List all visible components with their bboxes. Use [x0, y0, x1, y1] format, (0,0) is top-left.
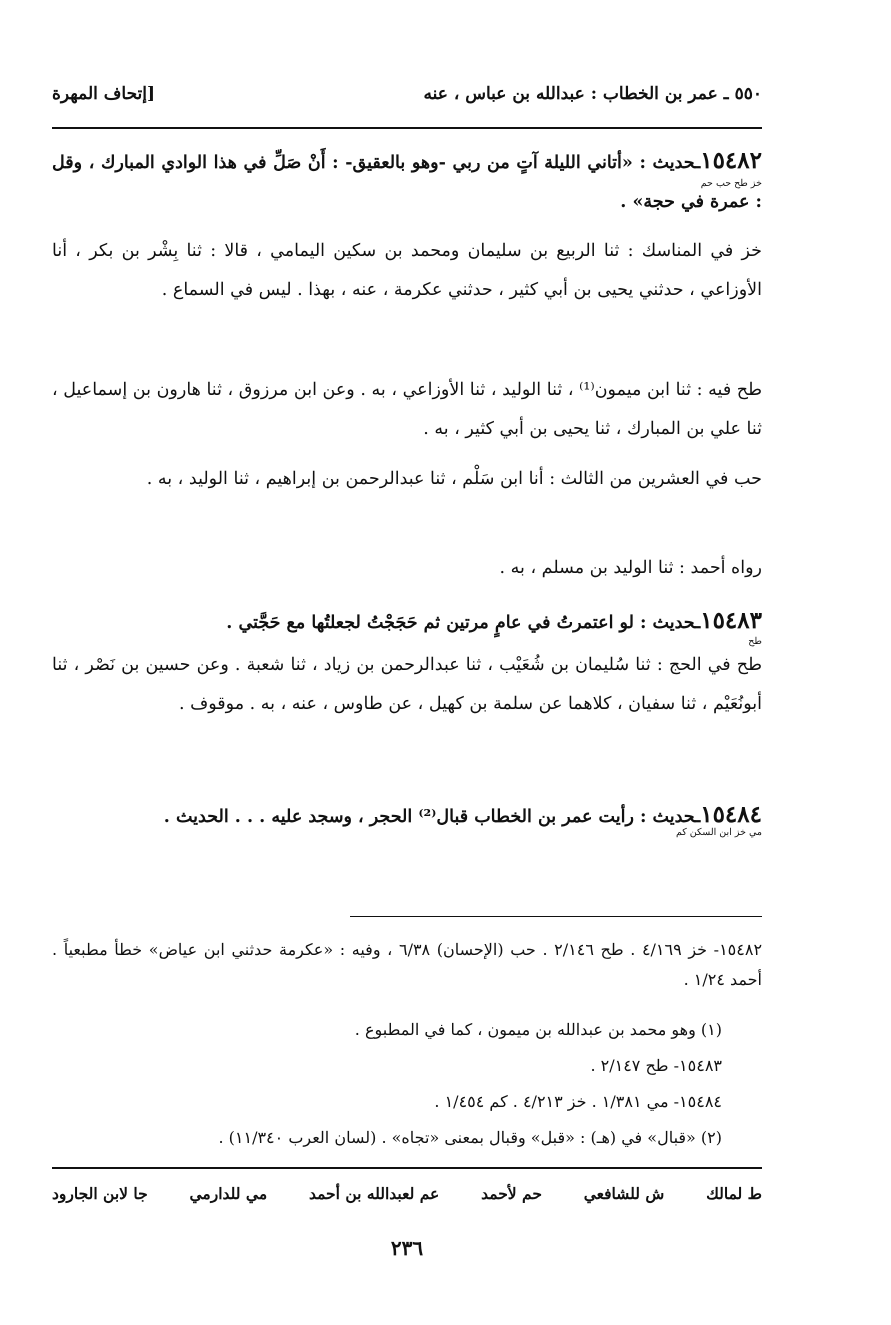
footnote: (١) وهو محمد بن عبدالله بن ميمون ، كما في المطبوع .	[354, 1020, 722, 1039]
footnote: ١٥٤٨٤- مي ١/٣٨١ . خز ٤/٢١٣ . كم ١/٤٥٤ .	[434, 1092, 722, 1111]
header-rule	[52, 127, 762, 129]
hadith-15483-heading	[52, 601, 762, 643]
key-item: جا لابن الجارود	[52, 1184, 148, 1203]
hadith-sigla: مي خز ابن السكن كم	[675, 827, 762, 838]
key-item: عم لعبدالله بن أحمد	[308, 1184, 440, 1203]
paragraph: رواه أحمد : ثنا الوليد بن مسلم ، به .	[499, 558, 762, 578]
paragraph: طح في الحج : ثنا سُليمان بن شُعَيْب ، ثنا عبدالرحمن بن زياد ، ثنا شعبة . وعن حسين بن نَصْر ، ثنا أبونُعَيْم ، ثنا سفيان ، كلاهما عن سلمة بن كهيل ، عن طاوس ، عنه ، به . موقوف .	[52, 655, 762, 714]
hadith-number: ١٥٤٨٣	[700, 607, 762, 634]
key-item: ط لمالك	[706, 1184, 762, 1203]
hadith-text: ـحديث : لو اعتمرتُ في عامٍ مرتين ثم حَجَجْتُ لجعلتُها مع حَجَّتي .	[226, 613, 701, 633]
paragraph: حب في العشرين من الثالث : أنا ابن سَلْم ، ثنا عبدالرحمن بن إبراهيم ، ثنا الوليد ، به .	[146, 469, 762, 489]
hadith-15484-heading	[52, 795, 762, 837]
header-title: ٥٥٠ ـ عمر بن الخطاب : عبدالله بن عباس ، عنه	[423, 84, 762, 104]
document-page	[52, 0, 762, 1325]
key-item: حم لأحمد	[481, 1184, 542, 1203]
footnote-rule	[350, 916, 762, 917]
paragraph: خز في المناسك : ثنا الربيع بن سليمان ومحمد بن سكين اليمامي ، قالا : ثنا بِشْر بن بكر ، أنا الأوزاعي ، حدثني يحيى بن أبي كثير ، حدثني عكرمة ، عنه ، بهذا . ليس في السماع .	[52, 241, 762, 300]
hadith-text: ـحديث : رأيت عمر بن الخطاب قبال⁽²⁾ الحجر ، وسجد عليه . . . الحديث .	[163, 807, 701, 827]
hadith-number: ١٥٤٨٤	[700, 801, 762, 828]
paragraph: طح فيه : ثنا ابن ميمون⁽¹⁾ ، ثنا الوليد ، ثنا الأوزاعي ، به . وعن ابن مرزوق ، ثنا هارون بن إسماعيل ، ثنا علي بن المبارك ، ثنا يحيى بن أبي كثير ، به .	[52, 380, 762, 439]
footnote: ١٥٤٨٢- خز ٤/١٦٩ . طح ٢/١٤٦ . حب (الإحسان) ٦/٣٨ ، وفيه : «عكرمة حدثني ابن عياض» خطأ مطبعياً . أحمد ١/٢٤ .	[52, 940, 763, 989]
abbreviation-key	[52, 1184, 762, 1203]
hadith-number: ١٥٤٨٢	[700, 147, 762, 174]
key-rule	[52, 1167, 762, 1169]
footnote: (٢) «قبال» في (هـ) : «قبل» وقبال بمعنى «تجاه» . (لسان العرب ١١/٣٤٠) .	[218, 1128, 722, 1147]
running-header	[52, 78, 762, 118]
header-book-title: [إتحاف المهرة	[52, 84, 156, 104]
hadith-sigla: طح	[748, 636, 762, 647]
footnote: ١٥٤٨٣- طح ٢/١٤٧ .	[590, 1056, 722, 1075]
key-item: ش للشافعي	[583, 1184, 665, 1203]
hadith-15482-heading	[52, 141, 762, 222]
hadith-sigla: خز طح حب حم	[700, 178, 762, 189]
key-item: مي للدارمي	[189, 1184, 268, 1203]
hadith-text: ـحديث : «أتاني الليلة آتٍ من ربي -وهو بالعقيق- : أَنْ صَلِّ في هذا الوادي المبارك ، وقل : عمرة في حجة» .	[52, 153, 762, 212]
page-number: ٢٣٦	[390, 1236, 424, 1260]
